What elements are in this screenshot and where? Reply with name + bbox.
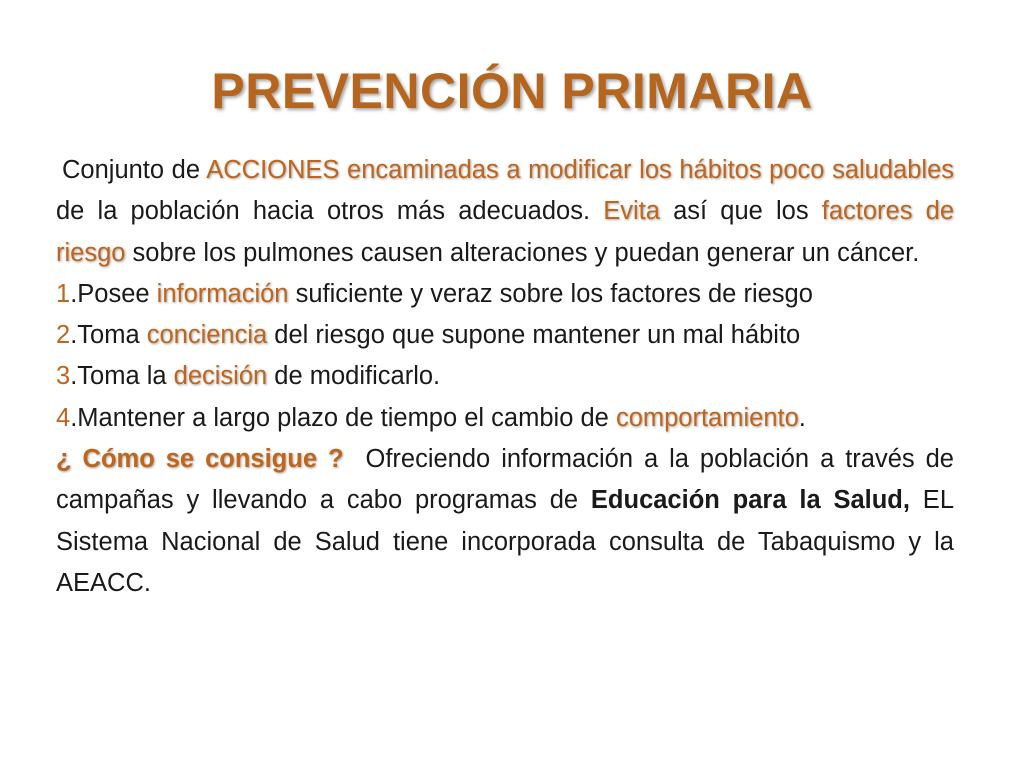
intro-highlight-evita: Evita <box>603 197 660 226</box>
list-item-4 <box>56 398 954 439</box>
item-number: 3 <box>56 362 71 391</box>
closing-text-1: Ofreciendo información a la población a través de campañas y llevando a cabo programas de <box>56 445 962 515</box>
item-text-pre: .Toma <box>70 321 147 350</box>
item-number: 1 <box>56 279 71 308</box>
item-text-post: de modificarlo. <box>267 362 441 391</box>
list-item-2 <box>56 315 954 356</box>
intro-paragraph <box>56 150 954 274</box>
closing-paragraph <box>56 439 962 604</box>
closing-bold-educacion: Educación para la Salud, <box>590 486 910 515</box>
intro-highlight-factores: factores de riesgo <box>56 197 955 267</box>
closing-text-2: EL Sistema Nacional de Salud tiene incorporada consulta de Tabaquismo y la AEACC. <box>56 486 955 597</box>
intro-text-3: así que los <box>659 197 822 226</box>
item-text-pre: .Toma la <box>70 362 174 391</box>
item-text-post: suficiente y veraz sobre los factores de riesgo <box>288 279 813 308</box>
item-highlight: información <box>156 279 289 308</box>
item-text-pre: .Mantener a largo plazo de tiempo el cambio de <box>70 403 616 432</box>
item-text-pre: .Posee <box>70 279 157 308</box>
intro-text-1: Conjunto de <box>62 156 207 184</box>
item-text-post: del riesgo que supone mantener un mal hábito <box>267 321 801 350</box>
list-item-3 <box>56 356 954 397</box>
item-number: 4 <box>56 403 71 432</box>
slide-title: PREVENCIÓN PRIMARIA <box>211 63 813 119</box>
closing-question: ¿ Cómo se consigue ? <box>56 445 344 474</box>
intro-text-2: de la población hacia otros más adecuados. <box>56 197 604 226</box>
intro-highlight-acciones: ACCIONES encaminadas a modificar los hábitos poco saludables <box>206 156 955 184</box>
slide-body <box>56 150 962 604</box>
item-number: 2 <box>56 321 71 350</box>
intro-text-4: sobre los pulmones causen alteraciones y puedan generar un cáncer. <box>125 238 920 267</box>
list-item-1 <box>56 274 954 315</box>
item-highlight: conciencia <box>146 321 268 350</box>
item-highlight: comportamiento <box>615 403 799 432</box>
item-highlight: decisión <box>173 362 268 391</box>
item-text-post: . <box>798 403 806 432</box>
